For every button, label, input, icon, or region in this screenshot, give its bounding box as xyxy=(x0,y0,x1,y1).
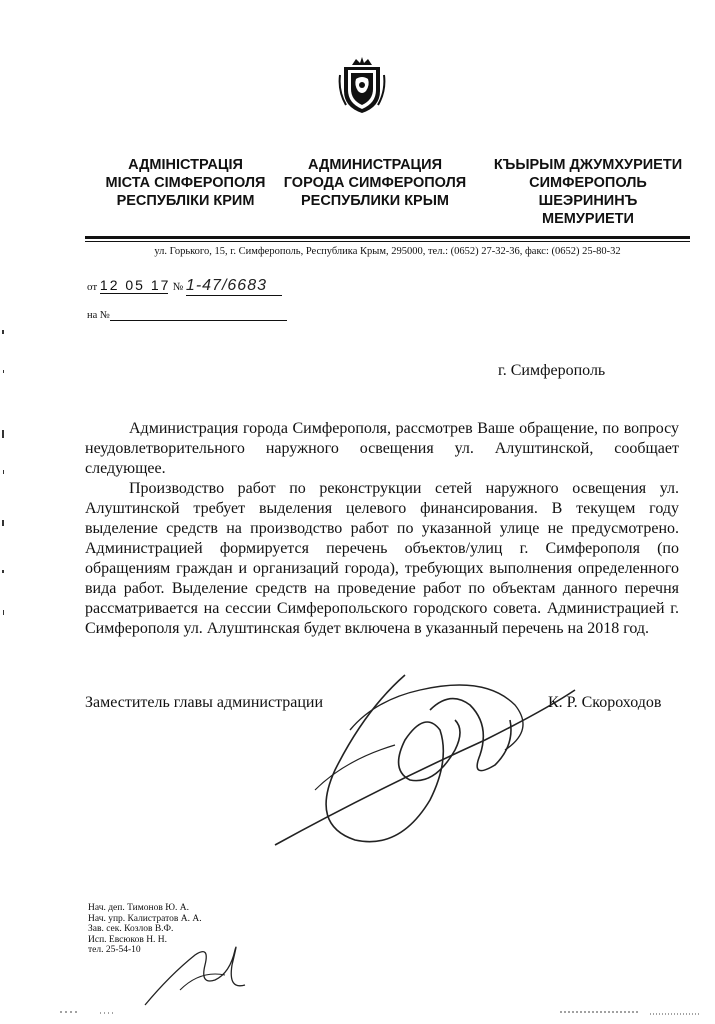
header-middle-line-2: ГОРОДА СИМФЕРОПОЛЯ xyxy=(283,175,467,191)
coat-of-arms-emblem xyxy=(338,55,386,115)
executor-line: Нач. деп. Тимонов Ю. А. xyxy=(88,903,189,913)
reply-prefix: на № xyxy=(87,310,110,321)
executor-line: тел. 25-54-10 xyxy=(88,945,141,955)
header-left-line-3: РЕСПУБЛІКИ КРИМ xyxy=(116,193,255,209)
header-divider-thick xyxy=(85,236,690,239)
date-prefix: от xyxy=(87,281,98,293)
executor-line: Исп. Евсюков Н. Н. xyxy=(88,934,168,945)
address-line: ул. Горького, 15, г. Симферополь, Республика Крым, 295000, тел.: (0652) 27-32-36, факс: (0652) 25-80-32 xyxy=(154,246,621,257)
header-right-line-3: ШЕЭРИНИНЪ xyxy=(538,193,638,209)
letter-body xyxy=(85,419,679,639)
header-middle-line-3: РЕСПУБЛИКИ КРЫМ xyxy=(300,193,449,209)
header-left-ukrainian xyxy=(88,156,283,210)
handwritten-initials xyxy=(140,935,260,1010)
number-prefix: № xyxy=(172,281,184,293)
header-right-line-1: КЪЫРЫМ ДЖУМХУРИЕТИ xyxy=(493,157,683,173)
body-paragraph-2: Производство работ по реконструкции сетей наружного освещения ул. Алуштинской требует выделения целевого финансирования. В текущем году выделение средств на производство работ по указанной улице не предусмотрено. Администрацией формируется перечень объектов/улиц г. Симферополя (по обращениям граждан и организаций города), требующих выполнения определенного вида работ. Выделение средств на проведение работ по объектам данного перечня рассматривается на сессии Симферопольского городского совета. Администрацией г. Симферополя ул. Алуштинская будет включена в указанный перечень на 2018 год. xyxy=(85,480,679,637)
scan-bottom-noise xyxy=(0,1000,715,1024)
scan-margin-marks xyxy=(0,0,20,1024)
executor-line: Нач. упр. Калистратов А. А. xyxy=(88,913,202,924)
date-value: 12 05 17 xyxy=(99,277,171,293)
header-middle-line-1: АДМИНИСТРАЦИЯ xyxy=(307,157,442,173)
header-left-line-1: АДМІНІСТРАЦІЯ xyxy=(128,157,243,173)
executor-line: Зав. сек. Козлов В.Ф. xyxy=(88,924,174,934)
header-divider-thin xyxy=(85,241,690,242)
signatory-name: К. Р. Скороходов xyxy=(548,694,662,711)
header-middle-russian xyxy=(275,156,475,210)
number-value: 1-47/6683 xyxy=(186,277,282,296)
handwritten-signature xyxy=(255,650,585,855)
reply-number-blank xyxy=(110,309,287,321)
reply-reference-line xyxy=(87,309,287,321)
header-right-crimean-tatar xyxy=(478,156,698,228)
city-location: г. Симферополь xyxy=(498,362,606,379)
header-right-line-4: МЕМУРИЕТИ xyxy=(542,211,634,227)
body-paragraph-1: Администрация города Симферополя, рассмотрев Ваше обращение, по вопросу неудовлетворительного наружного освещения ул. Алуштинской, сообщает следующее. xyxy=(85,420,679,477)
signatory-title: Заместитель главы администрации xyxy=(85,694,324,711)
header-right-line-2: СИМФЕРОПОЛЬ xyxy=(529,175,647,191)
registration-line xyxy=(87,277,282,296)
header-left-line-2: МІСТА СІМФЕРОПОЛЯ xyxy=(105,175,266,191)
